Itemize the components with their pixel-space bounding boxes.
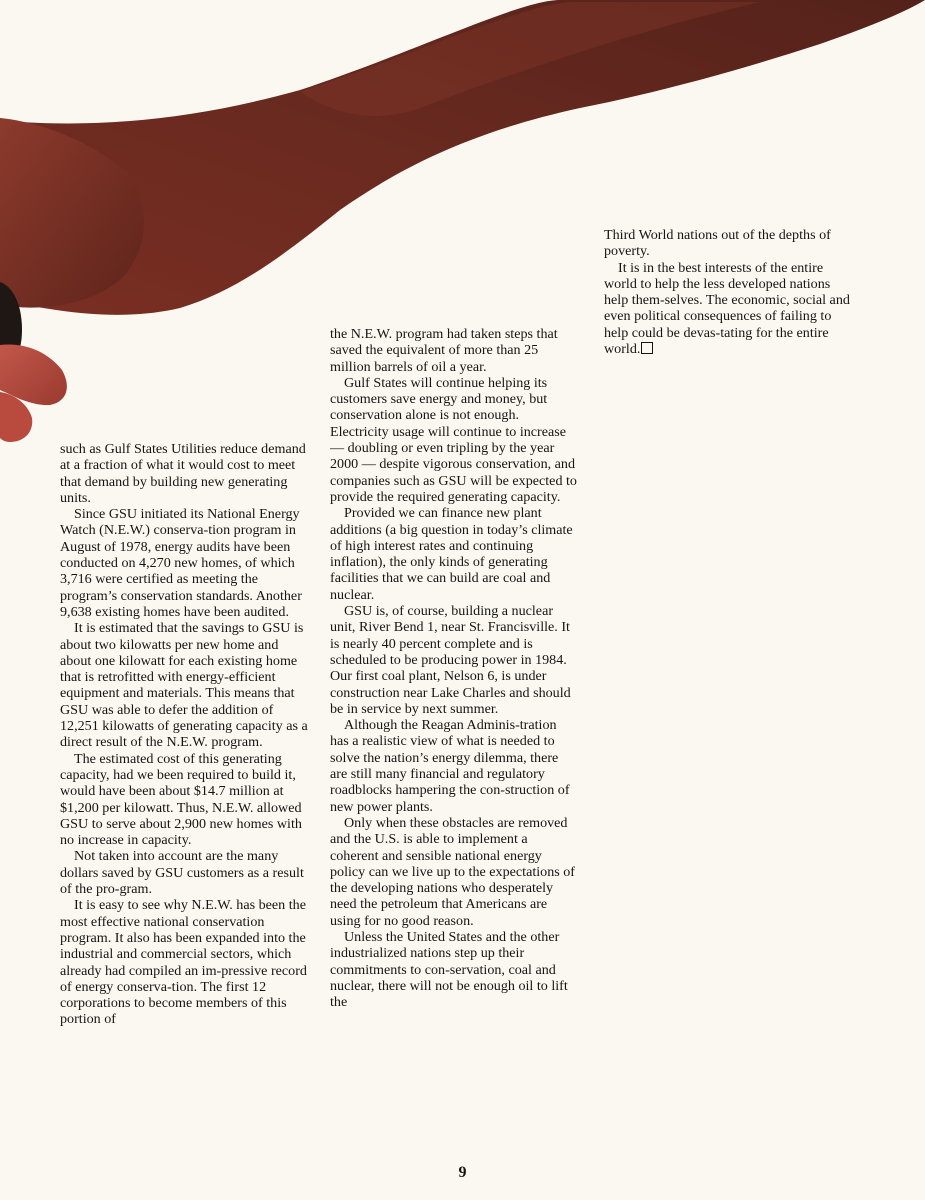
paragraph: Only when these obstacles are removed and the U.S. is able to implement a coherent and sensible national energy policy can we live up to the expectations of the developing nations who desperately need the petroleum that Americans are using for no good reason. <box>330 814 575 929</box>
paragraph: Gulf States will continue helping its customers save energy and money, but conservation alone is not enough. Electricity usage will continue to increase — doubling or even tripling by the year 2000 — despite vigorous conservation, and companies such as GSU will be expected to provide the required generating capacity. <box>330 374 577 505</box>
paragraph: such as Gulf States Utilities reduce demand at a fraction of what it would cost to meet that demand by building new generating units. <box>60 441 306 506</box>
paragraph: It is estimated that the savings to GSU is about two kilowatts per new home and about one kilowatt for each existing home that is retrofitted with energy-efficient equipment and materials. This means that GSU was able to defer the addition of 12,251 kilowatts of generating capacity as a direct result of the N.E.W. program. <box>60 620 308 751</box>
paragraph: Provided we can finance new plant additions (a big question in today’s climate of high interest rates and continuing inflation), the only kinds of generating facilities that we can build are coal and nuclear. <box>330 505 573 603</box>
text-column-2 <box>330 326 578 1010</box>
paragraph: Third World nations out of the depths of poverty. <box>604 227 831 260</box>
paragraph: the N.E.W. program had taken steps that saved the equivalent of more than 25 million barrels of oil a year. <box>330 326 558 375</box>
paragraph <box>604 260 852 358</box>
text-column-3 <box>604 227 852 357</box>
paragraph: Unless the United States and the other industrialized nations step up their commitments to con-servation, coal and nuclear, there will not be enough oil to lift the <box>330 928 568 1011</box>
page-number: 9 <box>458 1164 467 1181</box>
paragraph: Not taken into account are the many dollars saved by GSU customers as a result of the pro-gram. <box>60 848 304 898</box>
end-mark-icon <box>641 342 653 354</box>
text-column-1 <box>60 441 308 1028</box>
paragraph: Since GSU initiated its National Energy Watch (N.E.W.) conserva-tion program in August of 1978, energy audits have been conducted on 4,270 new homes, of which 3,716 were certified as meeting the program’s conservation standards. Another 9,638 existing homes have been audited. <box>60 506 302 620</box>
paragraph-text: It is in the best interests of the entire world to help the less developed nations help them-selves. The economic, social and even political consequences of failing to help could be devas-tating for the entire world. <box>604 259 850 358</box>
paragraph: GSU is, of course, building a nuclear unit, River Bend 1, near St. Francisville. It is nearly 40 percent complete and is scheduled to be producing power in 1984. Our first coal plant, Nelson 6, is under construction near Lake Charles and should be in service by next summer. <box>330 603 571 717</box>
paragraph: Although the Reagan Adminis-tration has a realistic view of what is needed to solve the nation’s energy dilemma, there are still many financial and regulatory roadblocks hampering the con-struction of new power plants. <box>330 717 570 815</box>
paragraph: It is easy to see why N.E.W. has been the most effective national conservation program. It also has been expanded into the industrial and commercial sectors, which already had compiled an im-pressive record of energy conserva-tion. The first 12 corporations to become members of this portion of <box>60 897 307 1028</box>
paragraph: The estimated cost of this generating capacity, had we been required to build it, would have been about $14.7 million at $1,200 per kilowatt. Thus, N.E.W. allowed GSU to serve about 2,900 new homes with no increase in capacity. <box>60 750 302 849</box>
